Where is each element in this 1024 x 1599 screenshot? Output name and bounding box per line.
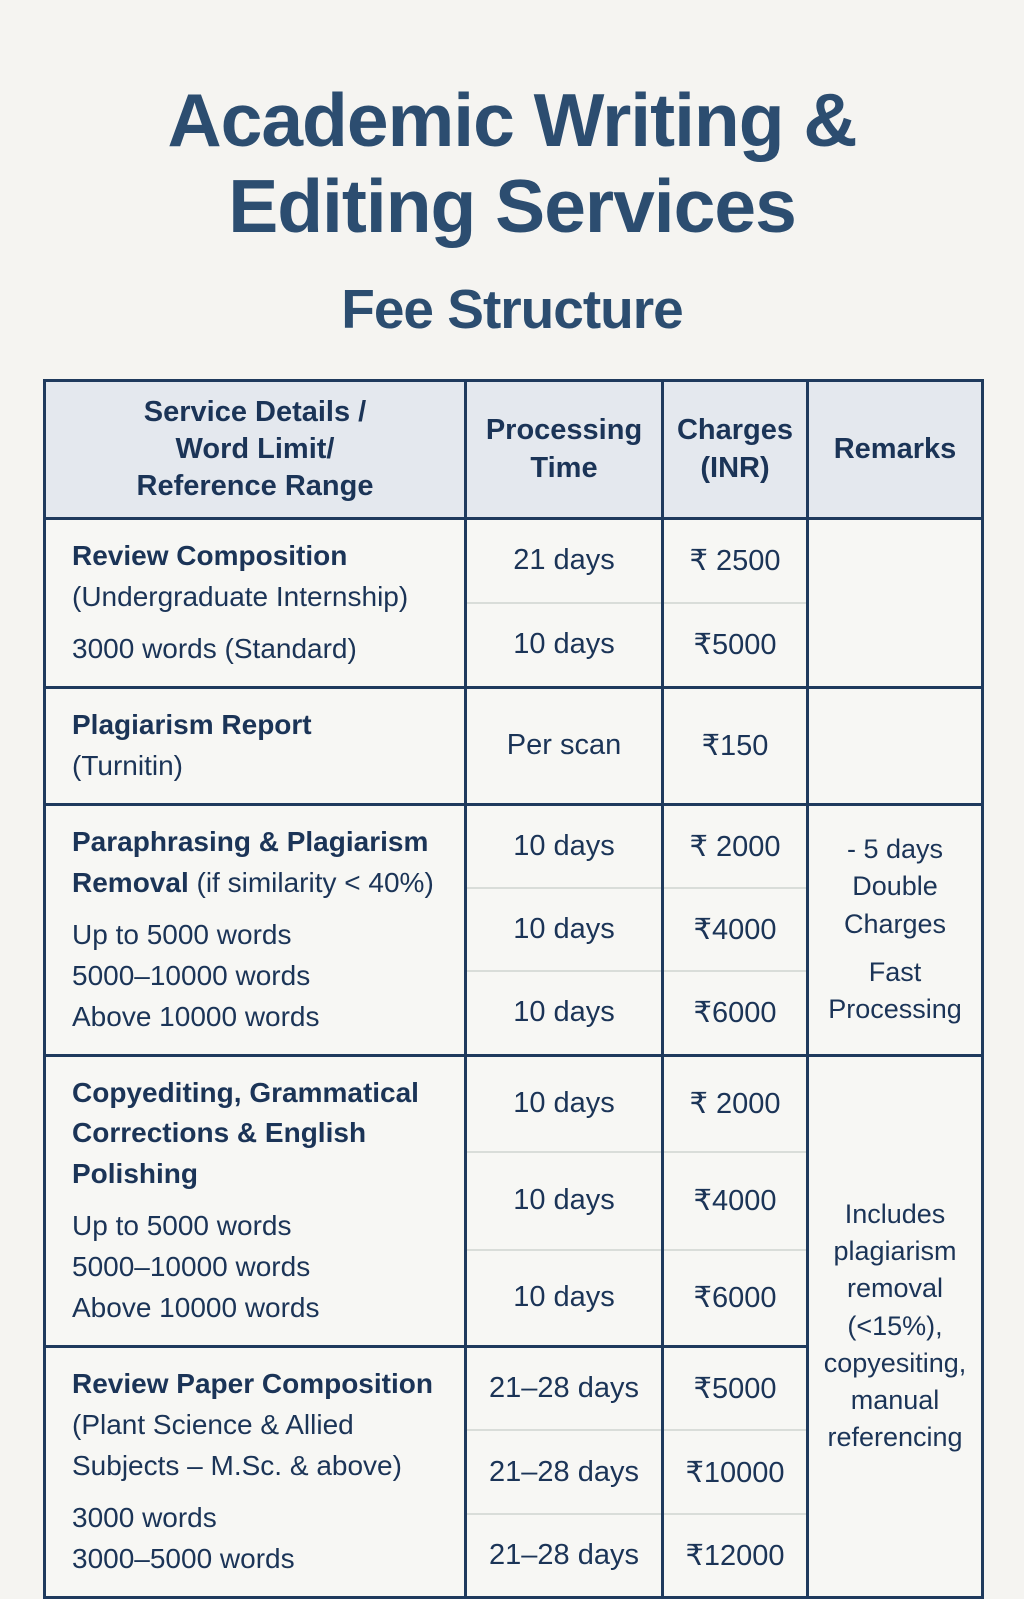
col-header-charges: Charges (INR) [663,381,808,519]
service-line [72,1156,452,1193]
service-cell [45,804,466,1055]
charges-cell: ₹5000 [663,603,808,687]
fee-structure-table [43,379,984,1599]
charges-cell: ₹4000 [663,888,808,972]
service-line [72,538,452,575]
col-header-service-line: Reference Range [136,470,374,503]
service-line [72,1075,452,1112]
col-header-service-line: Word Limit/ [175,432,335,465]
service-line [72,999,452,1036]
service-text: (Undergraduate Internship) [72,580,409,612]
service-line [72,917,452,954]
service-cell [45,1055,466,1347]
page-title-line2: Editing Services [228,163,796,248]
service-line [72,579,452,616]
charges-cell: ₹ 2000 [663,804,808,888]
processing-time-cell: 21–28 days [466,1430,663,1514]
processing-time-cell: Per scan [466,687,663,804]
processing-time-cell: 10 days [466,1152,663,1249]
service-line [72,1407,452,1444]
service-text: Subjects – M.Sc. & above) [72,1450,402,1482]
table-row [45,519,983,603]
service-line [72,1115,452,1152]
service-line [72,1366,452,1403]
service-line [72,958,452,995]
service-line [72,865,452,902]
service-line [72,1208,452,1245]
charges-cell: ₹ 2500 [663,519,808,603]
service-text: Up to 5000 words [72,1210,292,1242]
col-header-service-line: Service Details / [143,395,367,428]
processing-time-cell: 21 days [466,519,663,603]
remarks-text: Fast Processing [828,956,962,1025]
service-line [72,1249,452,1286]
service-text: (if similarity < 40%) [196,866,434,898]
remarks-text: Includes plagiarism removal (<15%), copyesiting, manual referencing [823,1198,967,1453]
service-text: Above 10000 words [72,1000,320,1032]
charges-cell: ₹ 2000 [663,1055,808,1152]
header-row [45,381,983,519]
charges-cell: ₹6000 [663,971,808,1055]
charges-cell: ₹4000 [663,1152,808,1249]
charges-cell: ₹5000 [663,1347,808,1431]
charges-cell: ₹12000 [663,1514,808,1598]
charges-cell: ₹150 [663,687,808,804]
processing-time-cell: 21–28 days [466,1347,663,1431]
processing-time-cell: 10 days [466,1250,663,1347]
service-text: Up to 5000 words [72,918,292,950]
col-header-service [45,381,466,519]
service-line [72,748,452,785]
service-line [72,707,452,744]
service-cell [45,1347,466,1598]
processing-time-cell: 10 days [466,1055,663,1152]
remarks-text: - 5 days Double Charges [843,834,947,939]
remarks-cell [808,519,983,688]
service-line [72,1541,452,1578]
page-title-line1: Academic Writing & [167,78,857,162]
service-text: 3000–5000 words [72,1543,295,1575]
service-text: (Turnitin) [72,749,183,781]
service-line [72,824,452,861]
service-line [72,1448,452,1485]
fee-table-container [43,379,981,1599]
service-cell [45,519,466,688]
service-line [72,631,452,668]
processing-time-cell: 21–28 days [466,1514,663,1598]
processing-time-cell: 10 days [466,603,663,687]
service-cell [45,687,466,804]
page-title [0,78,1024,249]
service-line [72,1290,452,1327]
service-text: Paraphrasing & Plagiarism [72,825,429,857]
remarks-cell [808,804,983,1055]
col-header-remarks: Remarks [808,381,983,519]
service-text: Plagiarism Report [72,708,312,740]
page-header [0,0,1024,341]
service-text: Corrections & English [72,1117,367,1149]
charges-cell: ₹10000 [663,1430,808,1514]
service-text: 3000 words [72,1502,217,1534]
service-text: Copyediting, Grammatical [72,1076,419,1108]
service-text: Polishing [72,1158,198,1190]
service-line [72,1500,452,1537]
table-row [45,687,983,804]
table-row [45,804,983,888]
table-row [45,1055,983,1152]
service-text: 5000–10000 words [72,1251,311,1283]
processing-time-cell: 10 days [466,971,663,1055]
service-text: 5000–10000 words [72,959,311,991]
service-text: Removal [72,866,197,898]
page-subtitle: Fee Structure [341,278,683,340]
remarks-cell [808,1055,983,1597]
col-header-processing-time: Processing Time [466,381,663,519]
processing-time-cell: 10 days [466,888,663,972]
processing-time-cell: 10 days [466,804,663,888]
service-text: Above 10000 words [72,1292,320,1324]
service-text: Review Composition [72,540,348,571]
charges-cell: ₹6000 [663,1250,808,1347]
service-text: (Plant Science & Allied [72,1409,354,1441]
service-text: Review Paper Composition [72,1368,433,1400]
remarks-cell [808,687,983,804]
service-text: 3000 words (Standard) [72,632,357,664]
